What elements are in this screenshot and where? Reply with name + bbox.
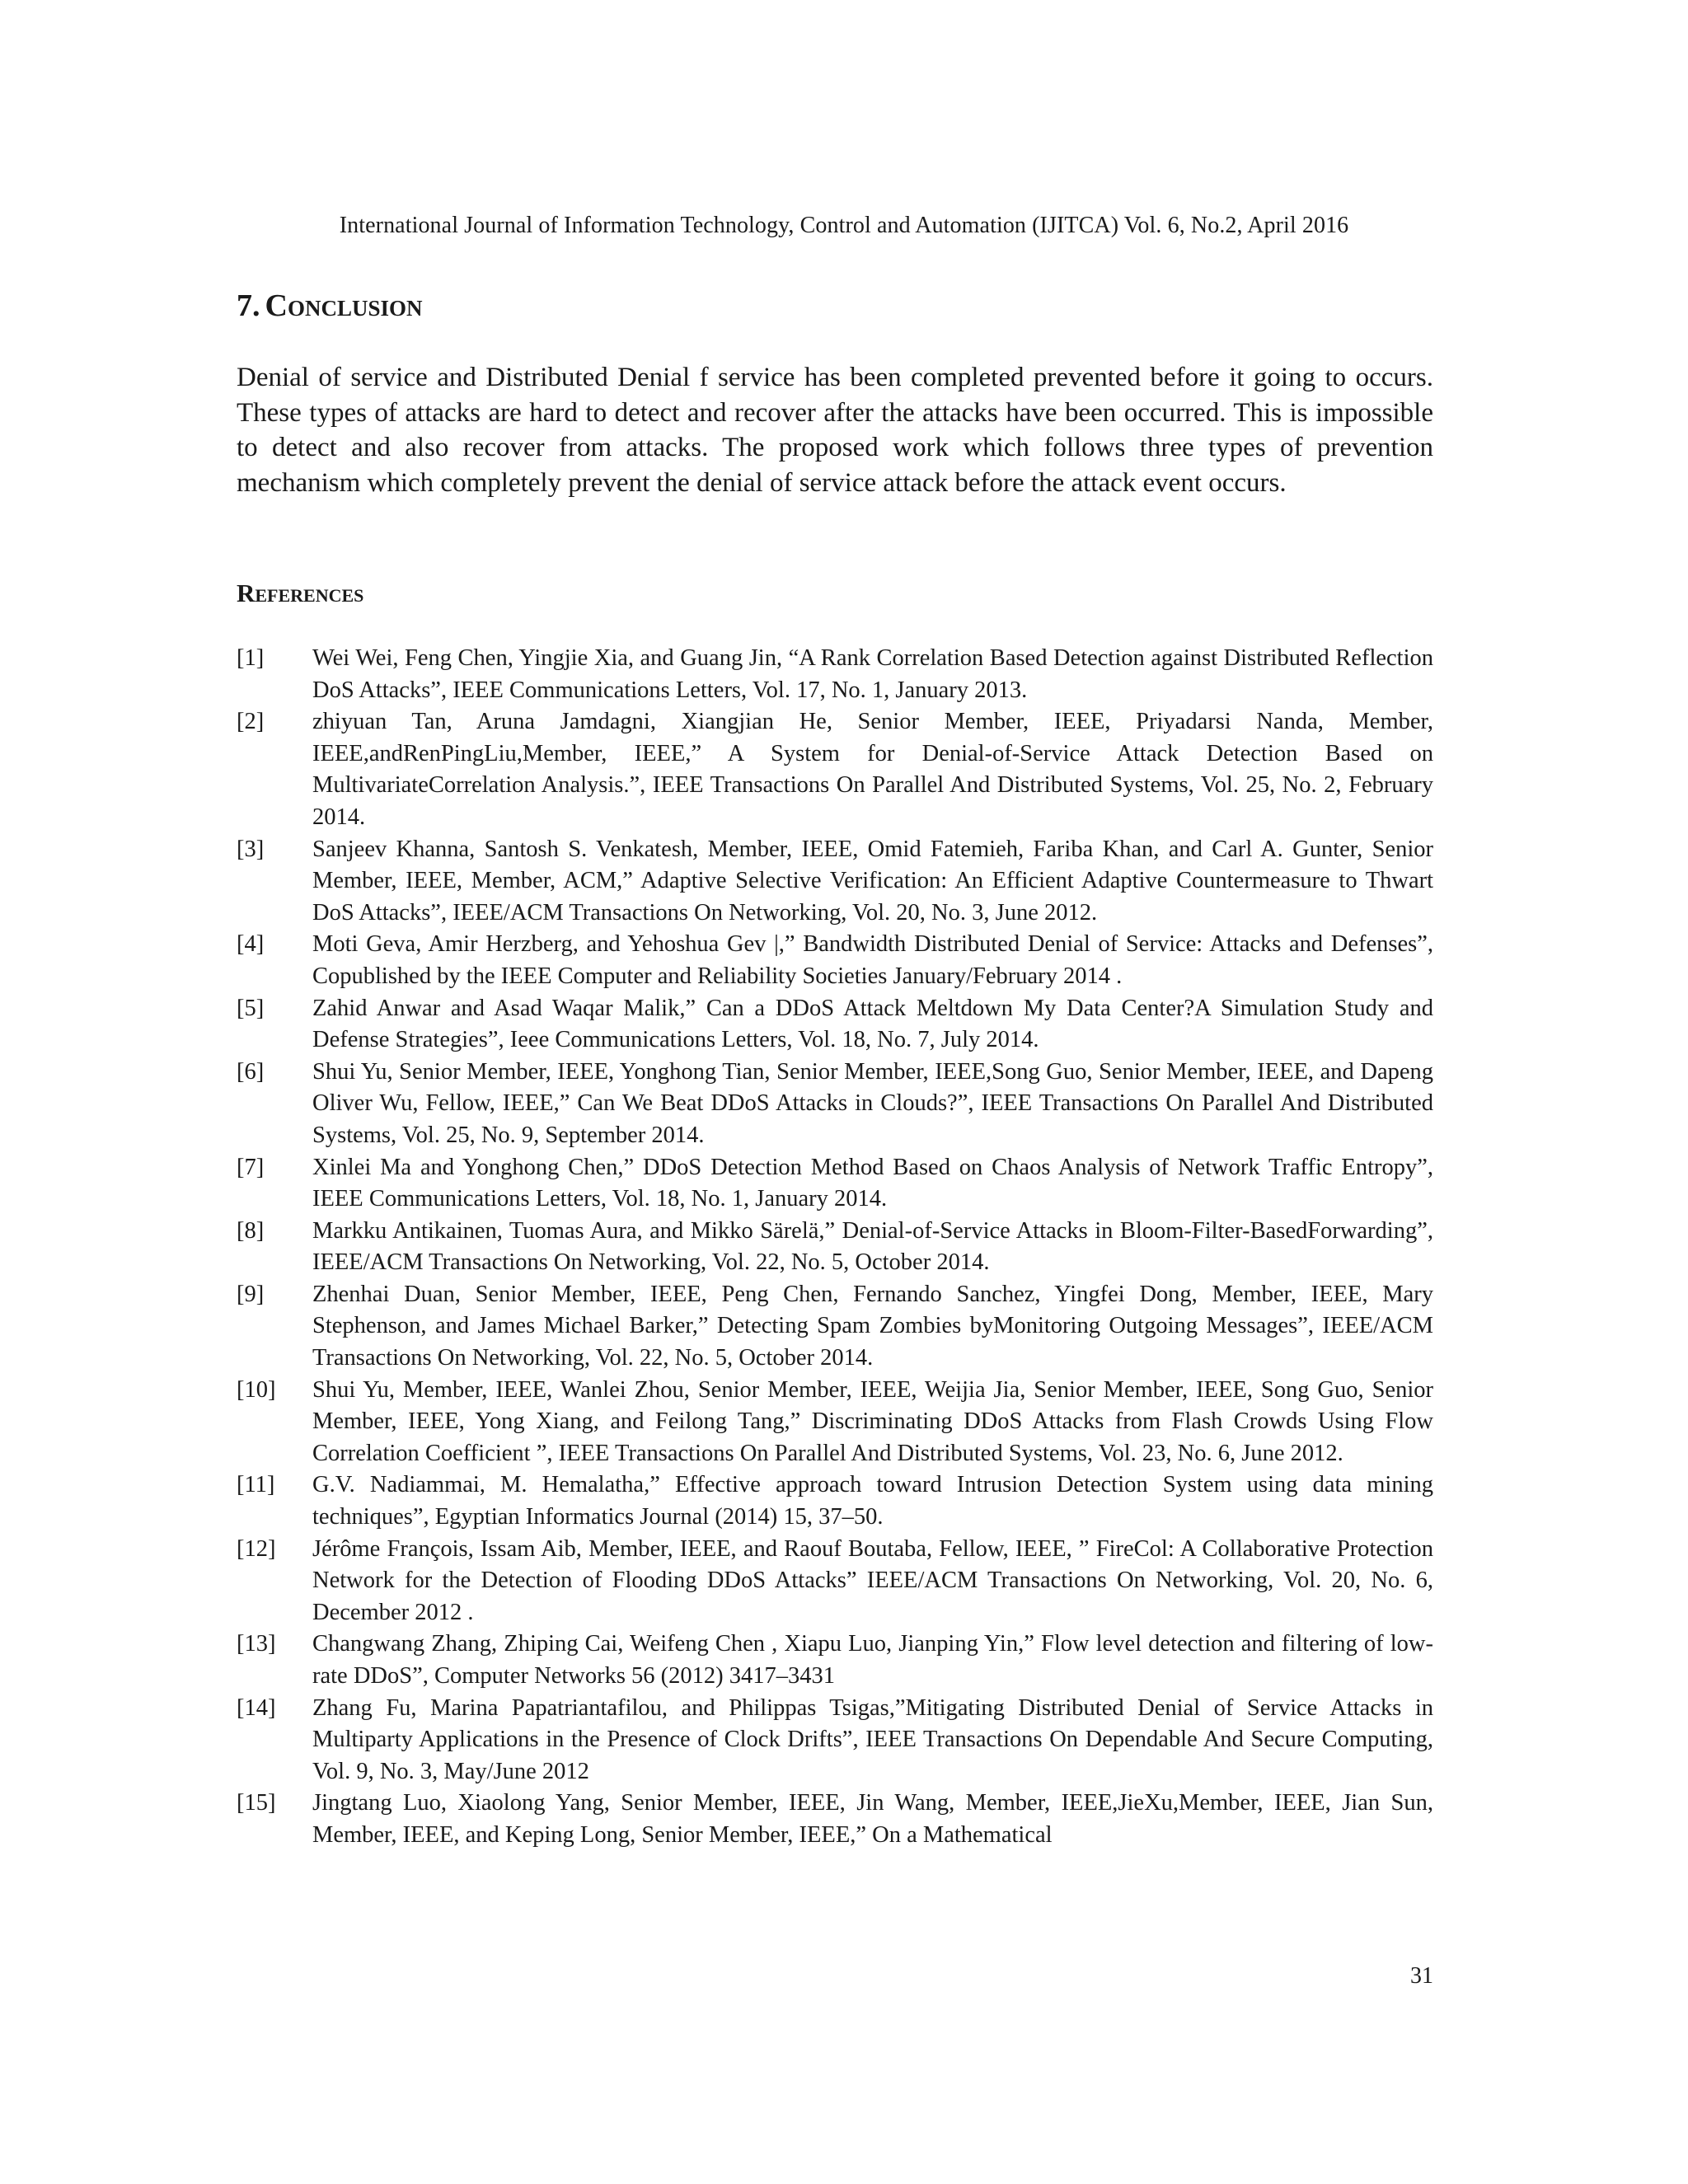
reference-item-13 — [237, 1629, 1433, 1692]
reference-text: Zhenhai Duan, Senior Member, IEEE, Peng Chen, Fernando Sanchez, Yingfei Dong, Member, IEEE, Mary Stephenson, and James Michael Barker,” Detecting Spam Zombies byMonitoring Outgoing Messages”, IEEE/ACM Transactions On Networking, Vol. 22, No. 5, October 2014. — [312, 1281, 1433, 1371]
reference-number: [6] — [237, 1058, 265, 1085]
reference-number: [3] — [237, 836, 265, 862]
reference-text: Zhang Fu, Marina Papatriantafilou, and Philippas Tsigas,”Mitigating Distributed Denial of Service Attacks in Multiparty Applications in the Presence of Clock Drifts”, IEEE Transactions On Dependable And Secure Computing, Vol. 9, No. 3, May/June 2012 — [312, 1694, 1433, 1784]
reference-text: Shui Yu, Member, IEEE, Wanlei Zhou, Senior Member, IEEE, Weijia Jia, Senior Member, IEEE, Song Guo, Senior Member, IEEE, Yong Xiang, and Feilong Tang,” Discriminating DDoS Attacks from Flash Crowds Using Flow Correlation Coefficient ”, IEEE Transactions On Parallel And Distributed Systems, Vol. 23, No. 6, June 2012. — [312, 1376, 1433, 1466]
reference-item-11 — [237, 1469, 1433, 1533]
reference-item-7 — [237, 1152, 1433, 1216]
reference-text: Sanjeev Khanna, Santosh S. Venkatesh, Member, IEEE, Omid Fatemieh, Fariba Khan, and Carl A. Gunter, Senior Member, IEEE, Member, ACM,” Adaptive Selective Verification: An Efficient Adaptive Countermeasure to Thwart DoS Attacks”, IEEE/ACM Transactions On Networking, Vol. 20, No. 3, June 2012. — [312, 836, 1433, 926]
reference-item-10 — [237, 1375, 1433, 1470]
reference-number: [4] — [237, 931, 265, 958]
reference-text: Wei Wei, Feng Chen, Yingjie Xia, and Guang Jin, “A Rank Correlation Based Detection against Distributed Reflection DoS Attacks”, IEEE Communications Letters, Vol. 17, No. 1, January 2013. — [312, 645, 1433, 703]
conclusion-heading — [237, 287, 422, 325]
reference-number: [12] — [237, 1535, 276, 1562]
reference-text: Zahid Anwar and Asad Waqar Malik,” Can a DDoS Attack Meltdown My Data Center?A Simulation Study and Defense Strategies”, Ieee Communications Letters, Vol. 18, No. 7, July 2014. — [312, 995, 1433, 1053]
reference-item-14 — [237, 1693, 1433, 1788]
reference-item-6 — [237, 1057, 1433, 1152]
reference-number: [7] — [237, 1154, 265, 1180]
reference-number: [10] — [237, 1376, 276, 1403]
reference-number: [9] — [237, 1281, 265, 1307]
reference-number: [15] — [237, 1790, 276, 1816]
reference-text: Shui Yu, Senior Member, IEEE, Yonghong Tian, Senior Member, IEEE,Song Guo, Senior Member, IEEE, and Dapeng Oliver Wu, Fellow, IEEE,” Can We Beat DDoS Attacks in Clouds?”, IEEE Transactions On Parallel And Distributed Systems, Vol. 25, No. 9, September 2014. — [312, 1058, 1433, 1148]
section-title: Conclusion — [265, 288, 423, 323]
reference-item-3 — [237, 834, 1433, 930]
reference-item-8 — [237, 1216, 1433, 1279]
page-number: 31 — [1410, 1963, 1433, 1989]
reference-item-9 — [237, 1279, 1433, 1375]
reference-text: Jérôme François, Issam Aib, Member, IEEE, and Raouf Boutaba, Fellow, IEEE, ” FireCol: A Collaborative Protection Network for the Detection of Flooding DDoS Attacks” IEEE/ACM Transactions On Networking, Vol. 20, No. 6, December 2012 . — [312, 1535, 1433, 1625]
reference-item-4 — [237, 929, 1433, 992]
reference-number: [11] — [237, 1472, 275, 1498]
reference-number: [8] — [237, 1217, 265, 1244]
reference-text: Markku Antikainen, Tuomas Aura, and Mikko Särelä,” Denial-of-Service Attacks in Bloom-Filter-BasedForwarding”, IEEE/ACM Transactions On Networking, Vol. 22, No. 5, October 2014. — [312, 1217, 1433, 1276]
reference-text: zhiyuan Tan, Aruna Jamdagni, Xiangjian He, Senior Member, IEEE, Priyadarsi Nanda, Member, IEEE,andRenPingLiu,Member, IEEE,” A System for Denial-of-Service Attack Detection Based on MultivariateCorrelation Analysis.”, IEEE Transactions On Parallel And Distributed Systems, Vol. 25, No. 2, February 2014. — [312, 709, 1433, 830]
reference-item-5 — [237, 993, 1433, 1057]
reference-number: [5] — [237, 995, 265, 1021]
reference-item-15 — [237, 1788, 1433, 1851]
reference-number: [14] — [237, 1694, 276, 1721]
reference-number: [13] — [237, 1631, 276, 1657]
reference-text: G.V. Nadiammai, M. Hemalatha,” Effective approach toward Intrusion Detection System using data mining techniques”, Egyptian Informatics Journal (2014) 15, 37–50. — [312, 1472, 1433, 1530]
section-number: 7. — [237, 288, 260, 323]
reference-number: [2] — [237, 709, 265, 735]
conclusion-paragraph: Denial of service and Distributed Denial f service has been completed prevented before it going to occurs. These types of attacks are hard to detect and recover after the attacks have been occurred. This is impossible to detect and also recover from attacks. The proposed work which follows three types of prevention mechanism which completely prevent the denial of service attack before the attack event occurs. — [237, 363, 1433, 498]
reference-text: Xinlei Ma and Yonghong Chen,” DDoS Detection Method Based on Chaos Analysis of Network Traffic Entropy”, IEEE Communications Letters, Vol. 18, No. 1, January 2014. — [312, 1154, 1433, 1212]
reference-item-2 — [237, 706, 1433, 833]
reference-item-1 — [237, 643, 1433, 706]
reference-number: [1] — [237, 645, 265, 671]
reference-text: Moti Geva, Amir Herzberg, and Yehoshua Gev |,” Bandwidth Distributed Denial of Service: Attacks and Defenses”, Copublished by the IEEE Computer and Reliability Societies January/February 2014 . — [312, 931, 1433, 989]
references-heading: References — [237, 579, 364, 607]
reference-item-12 — [237, 1534, 1433, 1629]
reference-text: Changwang Zhang, Zhiping Cai, Weifeng Chen , Xiapu Luo, Jianping Yin,” Flow level detection and filtering of low-rate DDoS”, Computer Networks 56 (2012) 3417–3431 — [312, 1631, 1433, 1689]
reference-list — [237, 643, 1433, 1852]
running-header: International Journal of Information Technology, Control and Automation (IJITCA) Vol. 6, No.2, April 2016 — [339, 213, 1349, 238]
reference-text: Jingtang Luo, Xiaolong Yang, Senior Member, IEEE, Jin Wang, Member, IEEE,JieXu,Member, IEEE, Jian Sun, Member, IEEE, and Keping Long, Senior Member, IEEE,” On a Mathematical — [312, 1790, 1433, 1848]
